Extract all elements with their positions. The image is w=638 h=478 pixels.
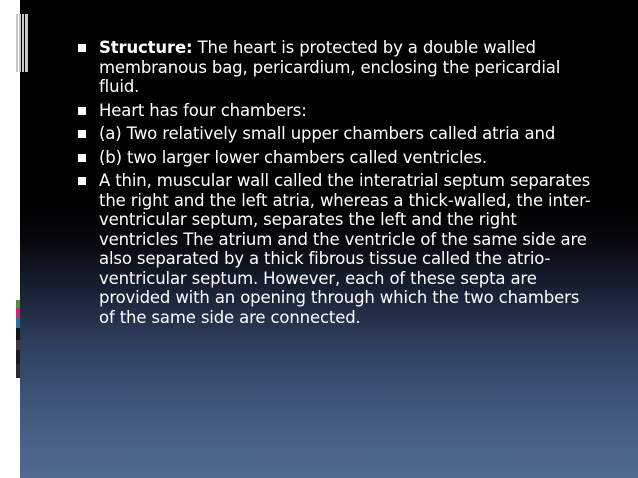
bullet-item-atria bbox=[78, 124, 598, 144]
bullet-square-icon bbox=[78, 154, 86, 162]
decorative-accent-side bbox=[16, 300, 24, 378]
decorative-accent-top bbox=[16, 14, 28, 72]
bullet-text: Heart has four chambers: bbox=[99, 100, 307, 120]
bullet-item-ventricles bbox=[78, 148, 598, 168]
bullet-square-icon bbox=[78, 177, 86, 185]
bullet-square-icon bbox=[78, 130, 86, 138]
bullet-item-septum bbox=[78, 171, 598, 327]
bullet-item-structure bbox=[78, 38, 598, 97]
bullet-text: The heart is protected by a double walled membranous bag, pericardium, enclosing the pericardial fluid. bbox=[99, 38, 561, 96]
bullet-text: A thin, muscular wall called the interatrial septum separates the right and the left atria, whereas a thick-walled, the inter-ventricular septum, separates the left and the right ventricles The atrium and the ventricle of the same side are also separated by a thick fibrous tissue called the atrio-ventricular septum. However, each of these septa are provided with an opening through which the two chambers of the same side are connected. bbox=[99, 171, 591, 327]
bullet-list bbox=[78, 38, 598, 331]
bullet-text: (b) two larger lower chambers called ventricles. bbox=[99, 147, 487, 167]
bullet-square-icon bbox=[78, 44, 86, 52]
bullet-text: (a) Two relatively small upper chambers called atria and bbox=[99, 124, 556, 143]
bullet-item-chambers bbox=[78, 101, 598, 121]
bullet-square-icon bbox=[78, 107, 86, 115]
bullet-lead: Structure: bbox=[99, 38, 193, 57]
